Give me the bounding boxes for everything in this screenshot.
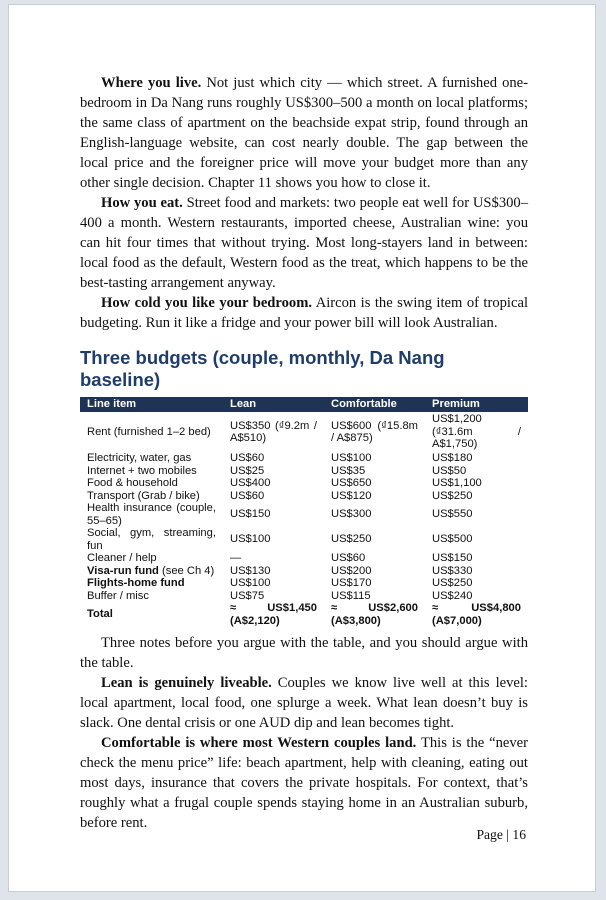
cell-total-lean: ≈ US$1,450 (A$2,120) — [230, 602, 317, 627]
paragraph-how-you-eat — [80, 193, 528, 293]
cell-item — [80, 565, 223, 578]
table-row — [80, 412, 528, 452]
cell-item: Social, gym, streaming, fun — [87, 527, 216, 552]
header-comfortable: Comfortable — [324, 397, 425, 412]
table-row — [80, 577, 528, 590]
cell-lean: US$100 — [230, 533, 271, 546]
cell-comfortable: US$170 — [331, 577, 372, 589]
cell-premium: US$250 — [432, 489, 473, 502]
table-row — [80, 465, 528, 478]
cell-total-premium: ≈ US$4,800 (A$7,000) — [432, 602, 521, 627]
cell-item: Internet + two mobiles — [87, 464, 197, 477]
cell-total-comfortable: ≈ US$2,600 (A$3,800) — [331, 602, 418, 627]
cell-item: Cleaner / help — [87, 552, 157, 564]
table-row — [80, 590, 528, 603]
paragraph-lean — [80, 673, 528, 733]
paragraph-lead: Lean is genuinely liveable. — [101, 675, 272, 691]
cell-comfortable: US$115 — [331, 589, 371, 602]
cell-item: Health insurance (couple, 55–65) — [87, 502, 216, 527]
cell-premium: US$180 — [432, 452, 473, 464]
paragraph-text: Three notes before you argue with the table, and you should argue with the table. — [80, 635, 528, 671]
table-header-row — [80, 397, 528, 412]
table-row — [80, 502, 528, 527]
paragraph-text: This is the “never check the menu price” life: beach apartment, help with cleaning, eating out most days, insurance that covers the private hospitals. For context, that’s roughly what a frugal couple spends staying home in an Australian suburb, before rent. — [80, 735, 528, 831]
paragraph-lead: How you eat. — [101, 195, 183, 211]
paragraph-bedroom — [80, 293, 528, 333]
cell-lean: US$100 — [230, 577, 271, 589]
cell-premium: US$550 — [432, 508, 473, 521]
header-line-item: Line item — [80, 397, 223, 412]
cell-item-bold: Flights-home fund — [87, 577, 185, 589]
cell-lean: US$25 — [230, 464, 265, 477]
cell-comfortable: US$100 — [331, 452, 372, 464]
paragraph-comfortable — [80, 733, 528, 833]
cell-item-rest: (see Ch 4) — [158, 564, 215, 577]
notes-section — [80, 633, 528, 833]
paragraph-text: Not just which city — which street. A furnished one-bedroom in Da Nang runs roughly US$300–500 a month on local platforms; the same class of apartment on the beachside expat strip, found through an English-language website, can cost nearly double. The gap between the local price and the foreigner price will move your budget more than any other single decision. Chapter 11 shows you how to close it. — [80, 75, 528, 191]
cell-premium: US$240 — [432, 589, 473, 602]
paragraph-notes-intro — [80, 633, 528, 673]
table-row — [80, 477, 528, 490]
header-premium: Premium — [425, 397, 528, 412]
cell-lean: US$350 (₫9.2m / A$510) — [230, 419, 317, 444]
table-row — [80, 565, 528, 578]
cell-item: Transport (Grab / bike) — [87, 489, 200, 502]
cell-comfortable: US$650 — [331, 477, 372, 489]
page-content — [80, 73, 528, 833]
paragraph-text: Couples we know live well at this level: local apartment, local food, one splurge a week. What lean doesn’t buy is slack. One dental crisis or one AUD dip and lean becomes tight. — [80, 675, 528, 731]
paragraph-lead: Where you live. — [101, 75, 202, 91]
cell-comfortable: US$200 — [331, 564, 372, 577]
cell-premium: US$1,200 (₫31.6m / A$1,750) — [432, 413, 521, 451]
cell-lean: — — [230, 552, 242, 564]
table-row — [80, 452, 528, 465]
cell-total-label: Total — [87, 608, 113, 621]
budget-table — [80, 397, 528, 627]
table-total-row — [80, 602, 528, 627]
cell-item: Buffer / misc — [87, 589, 149, 602]
cell-comfortable: US$60 — [331, 552, 366, 564]
section-heading: Three budgets (couple, monthly, Da Nang baseline) — [80, 347, 445, 390]
cell-item-bold: Visa-run fund — [87, 564, 159, 577]
paragraph-lead: Comfortable is where most Western couples land. — [101, 735, 417, 751]
cell-item: Rent (furnished 1–2 bed) — [87, 425, 211, 438]
page-number: Page | 16 — [476, 827, 526, 842]
paragraph-text: Aircon is the swing item of tropical budgeting. Run it like a fridge and your power bill will look Australian. — [80, 295, 528, 331]
document-page — [8, 4, 596, 892]
cell-comfortable: US$600 (₫15.8m / A$875) — [331, 419, 418, 444]
cell-lean: US$130 — [230, 564, 271, 577]
cell-lean: US$75 — [230, 589, 265, 602]
cell-item: Electricity, water, gas — [87, 452, 192, 464]
table-row — [80, 552, 528, 565]
cell-lean: US$60 — [230, 452, 265, 464]
cell-lean: US$60 — [230, 489, 265, 502]
cell-premium: US$500 — [432, 533, 473, 546]
cell-item — [80, 577, 223, 590]
cell-premium: US$330 — [432, 564, 473, 577]
cell-premium: US$250 — [432, 577, 473, 589]
paragraph-text: Street food and markets: two people eat well for US$300–400 a month. Western restaurants, imported cheese, Australian wine: you can hit four times that without trying. Most long-stayers land in between: local food as the default, Western food as the treat, which happens to be the best-tasting arrangement anyway. — [80, 195, 529, 291]
cell-comfortable: US$300 — [331, 508, 372, 521]
header-lean: Lean — [223, 397, 324, 412]
paragraph-where-you-live — [80, 73, 528, 193]
cell-premium: US$150 — [432, 552, 473, 564]
cell-comfortable: US$120 — [331, 489, 372, 502]
cell-item: Food & household — [87, 477, 178, 489]
cell-lean: US$150 — [230, 508, 271, 521]
paragraph-lead: How cold you like your bedroom. — [101, 295, 313, 311]
cell-comfortable: US$35 — [331, 464, 366, 477]
cell-comfortable: US$250 — [331, 533, 372, 546]
cell-lean: US$400 — [230, 477, 271, 489]
table-row — [80, 490, 528, 503]
cell-premium: US$50 — [432, 464, 467, 477]
cell-premium: US$1,100 — [432, 477, 482, 489]
table-row — [80, 527, 528, 552]
